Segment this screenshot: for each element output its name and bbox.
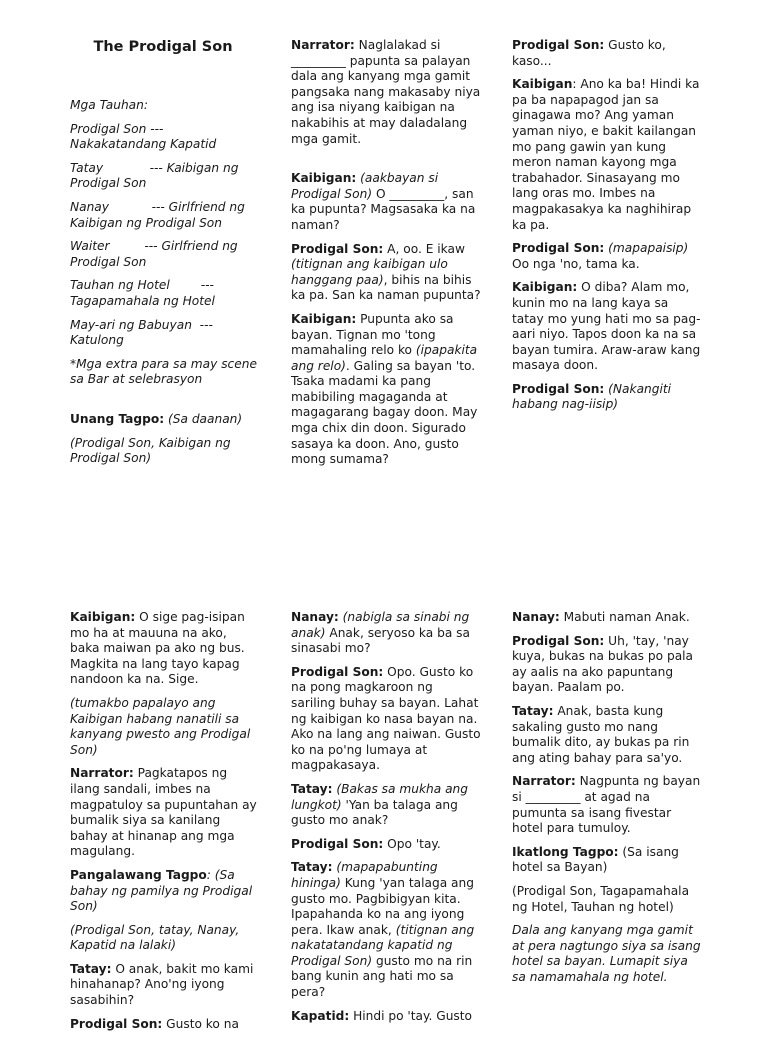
- column-4: [70, 610, 260, 1040]
- scene-characters: (Prodigal Son, Tagapamahala ng Hotel, Tauhan ng hotel): [512, 883, 690, 914]
- cast-item: May-ari ng Babuyan --- Katulong: [70, 317, 217, 348]
- dialogue-line: Tatay: (Bakas sa mukha ang lungkot) 'Yan ba talaga ang gusto mo anak?: [291, 781, 469, 828]
- dialogue-line: Nanay: Mabuti naman Anak.: [512, 610, 690, 624]
- dialogue-line: Nanay: (nabigla sa sinabi ng anak) Anak, seryoso ka ba sa sinasabi mo?: [291, 610, 470, 656]
- cast-item: Waiter --- Girlfriend ng Prodigal Son: [70, 239, 242, 269]
- dialogue-line: Prodigal Son: A, oo. E ikaw (titignan ang kaibigan ulo hanggang paa), bihis na bihis ka pa. San ka naman pupunta?: [291, 241, 481, 303]
- dialogue-line: Kaibigan: O diba? Alam mo, kunin mo na lang kaya sa tatay mo yung hati mo sa pag-aari niyo. Tapos doon ka na sa bayan tumira. Araw-araw kang masaya doon.: [512, 280, 701, 373]
- page-title: The Prodigal Son: [93, 39, 233, 55]
- dialogue-line: Kaibigan: O sige pag-isipan mo ha at mauuna na ako, baka maiwan pa ako ng bus. Magkita na lang tayo kapag nandoon ka na. Sige.: [70, 610, 245, 687]
- column-3: [512, 38, 702, 421]
- scene-characters: (Prodigal Son, tatay, Nanay, Kapatid na lalaki): [70, 922, 240, 953]
- cast-heading: Mga Tauhan:: [70, 98, 148, 112]
- dialogue-line: Tatay: (mapapabunting hininga) Kung 'yan talaga ang gusto mo. Pagbibigyan kita. Ipapahanda ko na ang iyong pera. Ikaw anak, (titignan ang nakatatandang kapatid ng Prodigal Son) gusto mo na rin bang kunin ang hati mo sa pera?: [291, 860, 475, 1000]
- cast-item: Tatay --- Kaibigan ng Prodigal Son: [70, 160, 243, 191]
- dialogue-line: Prodigal Son: Gusto ko na: [70, 1016, 239, 1031]
- stage-direction: (tumakbo papalayo ang Kaibigan habang nanatili sa kanyang pwesto ang Prodigal Son): [70, 695, 251, 757]
- dialogue-line: Prodigal Son: Opo. Gusto ko na pong magkaroon ng sariling buhay sa bayan. Lahat ng kaibigan ko nasa bayan na. Ako na lang ang naiwan. Gusto ko na po'ng lumaya at magpakasaya.: [291, 664, 481, 773]
- column-1: [70, 98, 260, 475]
- cast-item: Prodigal Son --- Nakakatandang Kapatid: [70, 121, 217, 152]
- dialogue-line: Kaibigan: Ano ka ba! Hindi ka pa ba napapagod jan sa ginagawa mo? Ang yaman yaman niyo, e bakit kailangan mo pang gawin yan kung meron naman kayong mga trabahador. Sinasayang mo lang oras mo. Imbes na magpakasakya ka naghihirap ka pa.: [512, 77, 700, 232]
- dialogue-line: Tatay: Anak, basta kung sakaling gusto mo nang bumalik dito, ay bukas pa rin ang ating bahay para sa'yo.: [512, 703, 690, 765]
- dialogue-line: Kaibigan: Pupunta ako sa bayan. Tignan mo 'tong mamahaling relo ko (ipapakita ang relo). Galing sa bayan 'to. Tsaka madami ka pang mabibiling magaganda at magagarang bagay doon. May mga chix din doon. Sigurado sasaya ka doon. Ano, gusto mong sumama?: [291, 311, 478, 467]
- dialogue-line: Kaibigan: (aakbayan si Prodigal Son) O _________, san ka pupunta? Magsasaka ka na naman?: [291, 171, 476, 232]
- cast-item: *Mga extra para sa may scene sa Bar at selebrasyon: [70, 356, 257, 387]
- dialogue-line: Narrator: Nagpunta ng bayan si _________ at agad na pumunta sa isang fivestar hotel para tumuloy.: [512, 774, 701, 836]
- dialogue-line: Prodigal Son: Opo 'tay.: [291, 836, 441, 851]
- scene-heading: Pangalawang Tagpo: (Sa bahay ng pamilya ng Prodigal Son): [70, 867, 253, 914]
- stage-direction: Dala ang kanyang mga gamit at pera nagtungo siya sa isang hotel sa bayan. Lumapit siya sa namamahala ng hotel.: [512, 923, 701, 984]
- scene-heading: Unang Tagpo: (Sa daanan): [70, 411, 243, 426]
- cast-item: Nanay --- Girlfriend ng Kaibigan ng Prodigal Son: [70, 199, 249, 230]
- dialogue-line: Prodigal Son: (mapapaisip) Oo nga 'no, tama ka.: [512, 241, 689, 271]
- cast-item: Tauhan ng Hotel --- Tagapamahala ng Hotel: [70, 278, 218, 308]
- dialogue-line: Prodigal Son: Uh, 'tay, 'nay kuya, bukas na bukas po pala ay aalis na ako papuntang bayan. Paalam po.: [512, 633, 694, 695]
- scene-characters: (Prodigal Son, Kaibigan ng Prodigal Son): [70, 435, 231, 466]
- scene-heading: Ikatlong Tagpo: (Sa isang hotel sa Bayan): [512, 844, 679, 875]
- dialogue-line: Prodigal Son: (Nakangiti habang nag-iisip): [512, 381, 672, 412]
- dialogue-line: Prodigal Son: Gusto ko, kaso...: [512, 38, 666, 68]
- dialogue-line: Tatay: O anak, bakit mo kami hinahanap? Ano'ng iyong sasabihin?: [70, 961, 254, 1008]
- column-5: [291, 610, 481, 1032]
- dialogue-line: Kapatid: Hindi po 'tay. Gusto: [291, 1008, 473, 1023]
- dialogue-line: Narrator: Pagkatapos ng ilang sandali, imbes na magpatuloy sa pupuntahan ay bumalik siya sa kanilang bahay at hinanap ang mga magulang.: [70, 766, 257, 859]
- column-2: [291, 38, 481, 476]
- column-6: [512, 610, 702, 993]
- dialogue-line: Narrator: Naglalakad si _________ papunta sa palayan dala ang kanyang mga gamit pangsaka nang makasaby niya ang isa niyang kaibigan na nakabihis at may daladalang mga gamit.: [291, 38, 481, 146]
